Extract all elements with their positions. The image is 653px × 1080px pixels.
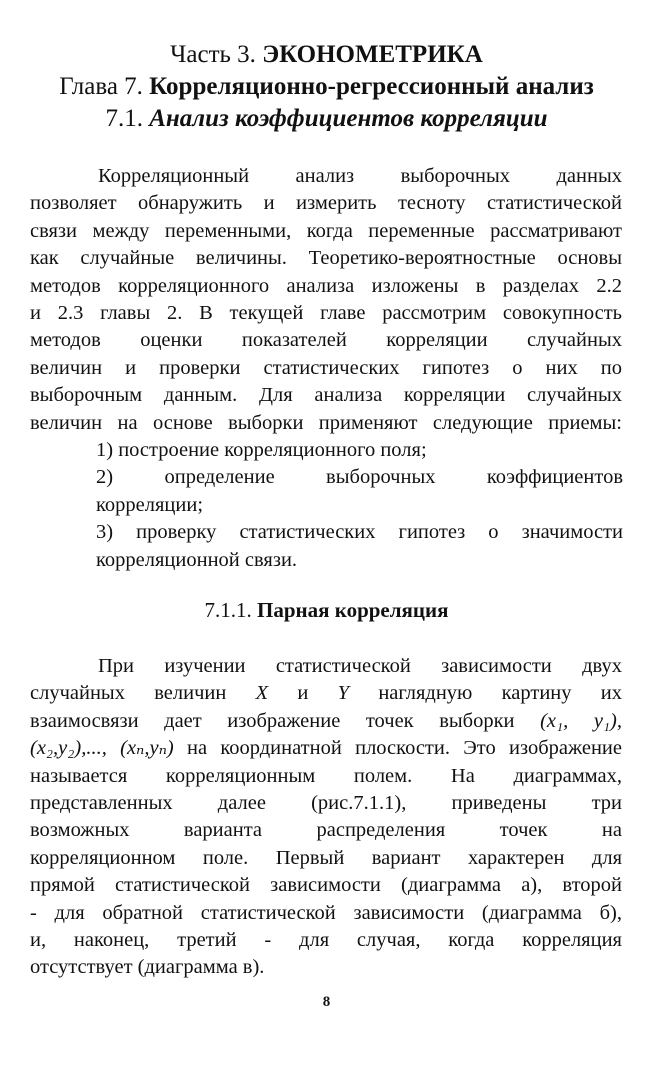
part-heading — [0, 40, 653, 70]
text-line: величин и проверки статистических гипотез о них по — [30, 356, 622, 379]
techniques-list — [96, 437, 623, 574]
text-line: величин на основе выборки применяют следующие приемы: — [30, 411, 622, 434]
list-item-continuation: корреляционной связи. — [96, 548, 298, 571]
text-line: При изучении статистической зависимости двух — [98, 655, 622, 677]
text-line: Корреляционный анализ выборочных данных — [98, 165, 622, 187]
text-line: как случайные величины. Теоретико-вероятностные основы — [30, 247, 622, 270]
text-line: и 2.3 главы 2. В текущей главе рассмотрим совокупность — [30, 302, 622, 325]
subsection-heading — [0, 596, 653, 624]
part-title: ЭКОНОМЕТРИКА — [262, 41, 483, 68]
chapter-prefix: Глава 7. — [59, 73, 143, 100]
subsection-title: Парная корреляция — [257, 598, 449, 622]
text-line: прямой статистической зависимости (диаграмма а), второй — [30, 874, 622, 897]
variable-y: Y — [337, 682, 350, 705]
sample-point-first: (x₁, y₁), — [540, 709, 622, 732]
chapter-title: Корреляционно-регрессионный анализ — [149, 73, 594, 100]
section-heading — [0, 104, 653, 134]
subsection-number: 7.1.1. — [204, 598, 252, 622]
page-number: 8 — [322, 994, 331, 1010]
pair-correlation-paragraph — [30, 653, 622, 982]
text-line: связи между переменными, когда переменные рассматривают — [30, 219, 622, 242]
section-title: Анализ коэффициентов корреляции — [149, 105, 548, 132]
text-line: возможных варианта распределения точек на — [30, 819, 622, 842]
text-line: отсутствует (диаграмма в). — [30, 956, 265, 979]
text-line: методов оценки показателей корреляции случайных — [30, 329, 622, 352]
list-item: 3) проверку статистических гипотез о значимости — [96, 521, 623, 544]
text-line: представленных далее (рис.7.1.1), приведены три — [30, 792, 622, 815]
variable-x: X — [255, 682, 269, 705]
text-line: позволяет обнаружить и измерить тесноту статистической — [30, 192, 622, 215]
text-line: методов корреляционного анализа изложены в разделах 2.2 — [30, 274, 622, 297]
text-line: случайных величин X и Y наглядную картину их — [30, 682, 622, 705]
intro-paragraph — [30, 163, 622, 437]
text-line: называется корреляционным полем. На диаграммах, — [30, 764, 622, 787]
text-line: - для обратной статистической зависимости (диаграмма б), — [30, 901, 622, 924]
text-line: взаимосвязи дает изображение точек выборки (x₁, y₁), — [30, 709, 622, 732]
part-prefix: Часть 3. — [170, 41, 256, 68]
text-line: корреляционном поле. Первый вариант характерен для — [30, 846, 622, 869]
list-item: 2) определение выборочных коэффициентов — [96, 466, 623, 489]
list-item: 1) построение корреляционного поля; — [96, 439, 427, 461]
list-item-continuation: корреляции; — [96, 493, 204, 516]
sample-points: (x₂,y₂),..., (xₙ,yₙ) — [30, 737, 174, 760]
text-line: выборочным данным. Для анализа корреляции случайных — [30, 384, 622, 407]
section-number: 7.1. — [105, 105, 143, 132]
text-line: (x₂,y₂),..., (xₙ,yₙ) на координатной плоскости. Это изображение — [30, 737, 623, 760]
chapter-heading — [0, 72, 653, 102]
text-line: и, наконец, третий - для случая, когда корреляция — [30, 929, 622, 952]
